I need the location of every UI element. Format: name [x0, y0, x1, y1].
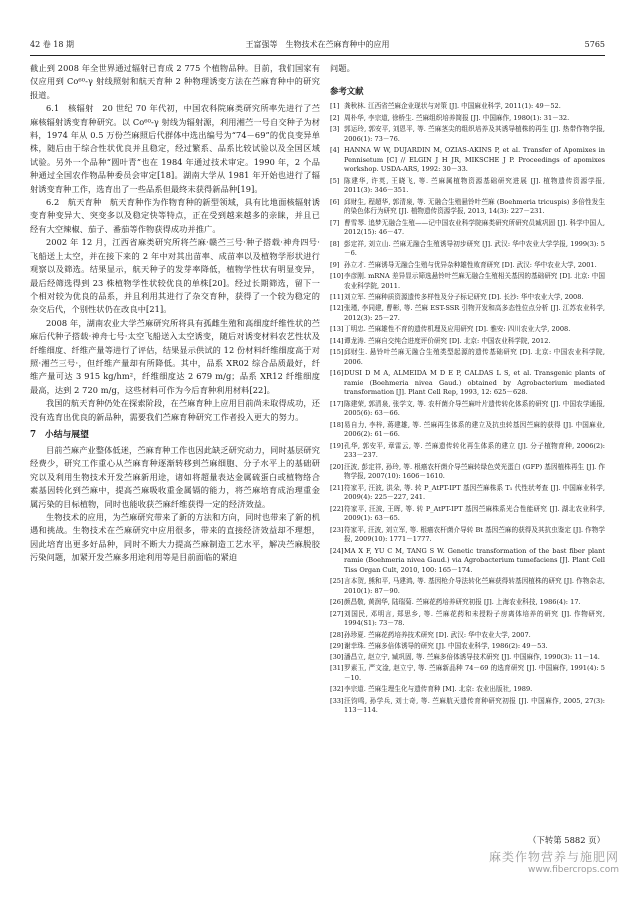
reference-text: 刘国民, 邓明言, 郑思乡, 等. 苎麻花药和未授粉子房离体培养的研究 [J]. 作物研究, 1994(S1): 73－78.: [344, 609, 605, 628]
reference-item: [330, 337, 605, 347]
references-list: [330, 102, 605, 716]
reference-item: [330, 664, 605, 683]
reference-number: [12]: [330, 304, 344, 313]
reference-text: MA X F, YU C M, TANG S W. Genetic transformation of the bast fiber plant ramie (Boehmeria nivea Gaud.) via Agrobacterium tumefaciens [J]. Plant Cell Tiss Organ Cult, 2010, 100: 165－174.: [344, 546, 605, 574]
reference-text: 汪波, 彭定祥, 孙玲, 等. 根癌农杆菌介导苎麻转绿色荧光蛋白 (GFP) 基因植株再生 [J]. 作物学报, 2007(10): 1606－1610.: [344, 462, 605, 481]
reference-item: [330, 146, 605, 175]
reference-text: 符家平, 汪波, 王晖, 等. 转 P_AtPT-IPT 基因苎麻株系光合性能研究 [J]. 湖北农业科学, 2009(1): 63－65.: [344, 504, 605, 523]
reference-number: [19]: [330, 441, 344, 450]
reference-number: [13]: [330, 325, 344, 334]
reference-text: 刘立军. 苎麻种质资源遗传多样性及分子标记研究 [D]. 长沙: 华中农业大学, 2008.: [344, 293, 584, 301]
reference-item: [330, 125, 605, 144]
reference-text: 张瑾, 李同建, 曹彬, 等. 苎麻 EST-SSR 引物开发和高多态性位点分析 [J]. 江苏农业科学, 2012(3): 25－27.: [344, 304, 605, 322]
body-paragraph: 我国的航天育种仍处在探索阶段，在苎麻育种上应用目前尚未取得成功，还没有选育出优良的新品种，需要我们苎麻育种研究工作者投入更大的努力。: [30, 398, 320, 422]
body-paragraph: 生物技术的应用，为苎麻研究带来了新的方法和方向，同时也带来了新的机遇和挑战。生物技术在苎麻研究中应用很多，带来的直接经济效益却不理想，因此培育出更多好品种，同时不断大力提高苎麻制造工艺水平，解决苎麻脱胶污染问题，加紧开发苎麻多用途利用等是目前面临的紧迫: [30, 512, 320, 563]
left-column: [30, 62, 320, 565]
reference-number: [31]: [330, 664, 344, 673]
reference-text: 孙立才. 苎麻诱导无融合生殖与优异杂种雄性败育研究 [D]. 武汉: 华中农业大学, 2001.: [344, 260, 597, 269]
page-header: [30, 38, 605, 52]
reference-number: [20]: [330, 462, 344, 471]
body-paragraph: 2008 年，湖南农业大学苎麻研究所将具有孤雌生殖和高细度纤维性状的苎麻后代种子搭载·神舟七号·太空飞船送入太空诱变，随后对诱变材料农艺性状及纤维细度、纤维产量等进行了评估，结果显示供试的 12 份材料纤维细度高于对照·湘苎三号·，但纤维产量却有所降低。其中，品系 XR02 综合品质最好，纤维产量可达 3 915 kg/hm²，纤维细度达 2 679 m/g；品系 XR12 纤维细度最高，达到 2 720 m/g，这些材料可作为今后育种利用材料[22]。: [30, 317, 320, 395]
reference-number: [33]: [330, 696, 344, 705]
reference-text: 陈建华, 许英, 王晓飞, 等. 苎麻属植物资源基础研究进展 [J]. 植物遗传资源学报, 2011(3): 346－351.: [344, 176, 605, 195]
reference-text: 易自力, 李梓, 蒋建雄, 等. 苎麻再生体系的建立及抗虫转基因苎麻的获得 [J]. 中国麻业, 2006(2): 61－66.: [344, 420, 605, 439]
reference-item: [330, 610, 605, 629]
body-paragraph: 6.2 航天育种 航天育种作为作物育种的新型领域，具有比地面核辐射诱变育种变异大、突变多以及稳定快等特点，正在受到越来越多的亲睐，并且已经有大空辣椒、茄子、番茄等作物获得成功并推广。: [30, 197, 320, 234]
reference-number: [18]: [330, 420, 344, 429]
reference-item: [330, 685, 605, 695]
reference-text: 陈建荣, 郭清泉, 张学文, 等. 农杆菌介导苎麻叶片遗传转化体系的研究 [J]. 中国农学通报, 2005(6): 63－66.: [344, 399, 605, 418]
right-column-intro: 问题。: [330, 63, 355, 73]
reference-text: 曹雪琴. 追梦无融合生殖——记中国农业科学院麻类研究所研究员臧巩固 [J]. 科学中国人, 2012(15): 46－47.: [344, 218, 605, 237]
references-heading: 参考文献: [330, 86, 364, 97]
reference-number: [2]: [330, 113, 340, 122]
reference-text: 谭龙涛. 苎麻自交纯合进度评价研究 [D]. 北京: 中国农业科学院, 2012.: [344, 336, 551, 345]
reference-text: 龚秋林. 江西省苎麻企业现状与对策 [J]. 中国麻业科学, 2011(1): 49－52.: [344, 102, 561, 111]
reference-text: 符家平, 汪波, 洪朵, 等. 转 P_AtPT-IPT 基因苎麻株系 T₁ 代性状考查 [J]. 中国麻业科学, 2009(4): 225－227, 241.: [344, 483, 605, 502]
reference-text: 罗素玉, 严文淦, 赵立宁, 等. 苎麻新品种 74－69 的选育研究 [J]. 中国麻作, 1991(4): 5－10.: [344, 664, 605, 683]
section-heading: 7 小结与展望: [30, 429, 89, 440]
reference-text: 郭运玲, 郭安平, 刘恩平, 等. 苎麻茎尖的组织培养及其诱导植株的再生 [J]. 热带作物学报, 2006(1): 73－76.: [344, 125, 605, 143]
header-page-number: 5765: [584, 40, 605, 49]
reference-number: [28]: [330, 630, 344, 639]
reference-item: [330, 219, 605, 238]
reference-item: [330, 577, 605, 596]
reference-text: 邱财生, 程超华, 郭清泉, 等. 无融合生殖悬铃叶苎麻 (Boehmeria tricuspis) 多倍性发生的染色体行为研究 [J]. 植物遗传资源学报, 2013, 14(3): 227－231.: [344, 197, 605, 216]
reference-item: [330, 198, 605, 217]
reference-item: [330, 400, 605, 419]
reference-number: [15]: [330, 347, 344, 356]
reference-text: 潘昌立, 赵立宁, 臧巩固, 等. 苎麻多倍体诱导技术研究 [J]. 中国麻作, 1990(3): 11－14.: [344, 653, 600, 662]
watermark-url: www.fibercrops.com: [528, 865, 619, 875]
reference-text: 符家平, 汪波, 刘立军, 等. 根癌农杆菌介导转 Bt 基因苎麻的获得及其抗虫鉴定 [J]. 作物学报, 2009(10): 1771－1777.: [344, 525, 605, 544]
body-paragraph: 2002 年 12 月，江西省麻类研究所将苎麻·赣苎三号·种子搭载·神舟四号·飞船送上太空，并在接下来的 2 年中对其出苗率、成苗率以及植物学形状进行观察以及筛选。结果显示，航天种子的发芽率降低，植物学性状有明显变异，最后经筛选得到 23 株植物学性状较优良的单株[20]。经过长期筛选，留下一个相对较为优良的品系，并且利用其进行了杂交育种，获得了一个较为稳定的杂交后代，个别性状仍在改良中[21]。: [30, 237, 320, 315]
reference-text: 彭定祥, 刘立山. 苎麻无融合生殖诱导初步研究 [J]. 武汉: 华中农业大学学报, 1999(3): 5－6.: [344, 239, 605, 258]
right-column: [330, 62, 605, 718]
body-paragraph: 截止到 2008 年全世界通过辐射已育成 2 775 个植物品种。目前，我们国家有仅应用到 Co⁶⁰-γ 射线照射和航天育种 2 种物理诱变方法在苎麻育种中的研究报道。: [30, 63, 320, 100]
reference-item: [330, 463, 605, 482]
reference-number: [14]: [330, 336, 344, 345]
reference-item: [330, 293, 605, 303]
reference-item: [330, 114, 605, 124]
reference-number: [25]: [330, 577, 344, 586]
reference-item: [330, 653, 605, 663]
reference-number: [16]: [330, 368, 344, 377]
reference-number: [24]: [330, 546, 344, 555]
reference-item: [330, 526, 605, 545]
reference-item: [330, 272, 605, 291]
reference-item: [330, 484, 605, 503]
reference-item: [330, 631, 605, 641]
reference-item: [330, 421, 605, 440]
reference-item: [330, 697, 605, 716]
reference-number: [26]: [330, 598, 344, 607]
reference-text: 李彦刚. mRNA 差异显示筛选悬铃叶苎麻无融合生殖相关基因的基础研究 [D]. 北京: 中国农业科学院, 2011.: [344, 272, 605, 290]
reference-item: [330, 304, 605, 323]
reference-number: [7]: [330, 218, 340, 227]
reference-item: [330, 240, 605, 259]
reference-text: 汪钧鸣, 孙学兵, 刘士奇, 等. 苎麻航天遗传育种研究初报 [J]. 中国麻作, 2005, 27(3): 113－114.: [344, 696, 605, 715]
reference-number: [5]: [330, 176, 340, 185]
reference-item: [330, 442, 605, 461]
reference-item: [330, 348, 605, 367]
reference-text: 周朴华, 李宗道, 徐桥生. 苎麻组织培养简报 [J]. 中国麻作, 1980(1): 31－32.: [344, 113, 570, 122]
reference-item: [330, 642, 605, 652]
reference-number: [23]: [330, 525, 344, 534]
reference-text: 李宗道. 苎麻生理生化与遗传育种 [M]. 北京: 农业出版社, 1989.: [344, 685, 533, 694]
watermark: [489, 848, 619, 875]
reference-item: [330, 369, 605, 398]
reference-item: [330, 598, 605, 608]
reference-number: [32]: [330, 685, 344, 694]
reference-text: 言本贺, 熊和平, 马建鸿, 等. 基因枪介导法转化苎麻获得转基因植株的研究 [J]. 作物杂志, 2010(1): 87－90.: [344, 577, 605, 595]
reference-number: [8]: [330, 239, 340, 248]
reference-number: [4]: [330, 146, 340, 154]
reference-number: [21]: [330, 483, 344, 492]
reference-number: [29]: [330, 641, 344, 650]
reference-number: [30]: [330, 653, 344, 662]
reference-number: [27]: [330, 609, 344, 618]
reference-text: 谢幸珠. 苎麻多倍体诱导的研究 [J]. 中国农业科学, 1986(2): 49－53.: [344, 641, 548, 650]
reference-number: [11]: [330, 293, 344, 301]
header-volume-issue: 42 卷 18 期: [30, 40, 74, 49]
reference-item: [330, 547, 605, 576]
reference-number: [22]: [330, 504, 344, 513]
body-paragraph: 6.1 核辐射 20 世纪 70 年代初，中国农科院麻类研究所率先进行了苎麻核辐射诱变育种研究。以 Co⁶⁰-γ 射线为辐射源，利用湘苎一号自交种子为材料，1974 年从 0.5 万份苎麻照后代群体中选出编号为“74－69”的优良变异单株，随后由于综合性状优良并且稳定，经过繁系、品系比较试验以及全国区域试验。另外一个品种“圆叶青”也在 1984 年通过技术审定。1990 年，2 个品种通过全国农作物品种委员会审定[18]。湖南大学从 1981 年开始也进行了辐射诱变育种工作，选育出了一些品系但最终未获得新品种[19]。: [30, 103, 320, 194]
reference-number: [6]: [330, 197, 340, 206]
reference-number: [10]: [330, 272, 344, 280]
reference-number: [17]: [330, 399, 344, 408]
reference-item: [330, 102, 605, 112]
reference-item: [330, 261, 605, 271]
watermark-site-name: 麻类作物营养与施肥网: [488, 850, 619, 864]
body-paragraph: 目前苎麻产业整体低迷，苎麻育种工作也因此缺乏研究动力，同时基层研究经费少，研究工作重心从苎麻育种逐渐转移到苎麻细胞、分子水平上的基础研究以及利用生物技术开发苎麻新用途，诸如将超量表达金属硫蛋白或植物络合素基因转化到苎麻中，提高苎麻吸收重金属镉的能力，将苎麻培育成治理重金属污染的目标植物，同时也能收获苎麻纤维获得一定的经济效益。: [30, 444, 320, 509]
reference-text: 丁明忠. 苎麻雄性不育的遗传机理及应用研究 [D]. 雅安: 四川农业大学, 2008.: [344, 325, 571, 334]
reference-text: 颜昌敬, 黄润华, 陆瑞菊. 苎麻花药培养研究初报 [J]. 上海农业科技, 1986(4): 17.: [344, 598, 581, 607]
header-divider: [30, 55, 605, 56]
reference-number: [1]: [330, 102, 340, 111]
continued-note: （下转第 5882 页）: [528, 835, 605, 845]
reference-text: 邱财生. 悬铃叶苎麻无融合生殖类型起源的遗传基础研究 [D]. 北京: 中国农业科学院, 2006.: [344, 347, 605, 366]
reference-item: [330, 177, 605, 196]
header-running-title: 王富强等 生物技术在苎麻育种中的应用: [245, 40, 390, 49]
reference-number: [9]: [330, 260, 340, 269]
reference-item: [330, 325, 605, 335]
reference-item: [330, 505, 605, 524]
reference-text: 孙珍夏. 苎麻花药培养技术研究 [D]. 武汉: 华中农业大学, 2007.: [344, 630, 531, 639]
reference-text: 孔华, 郭安平, 章雷云, 等. 苎麻遗传转化再生体系的建立 [J]. 分子植物育种, 2006(2): 233－237.: [344, 441, 605, 460]
reference-text: DUSI D M A, ALMEIDA M D E P, CALDAS L S, et al. Transgenic plants of ramie (Boehmeria nivea Gaud.) obtained by Agrobacterium mediated transformation [J]. Plant Cell Rep, 1993, 12: 625－628.: [344, 368, 605, 397]
reference-text: HANNA W W, DUJARDIN M, OZIAS-AKINS P, et al. Transfer of Apomixes in Pennisetum [C] // ELGIN J H JR, MIKSCHE J P. Proceedings of apomixes workshop. USDA-ARS, 1992: 30－33.: [344, 146, 605, 174]
reference-number: [3]: [330, 125, 340, 133]
